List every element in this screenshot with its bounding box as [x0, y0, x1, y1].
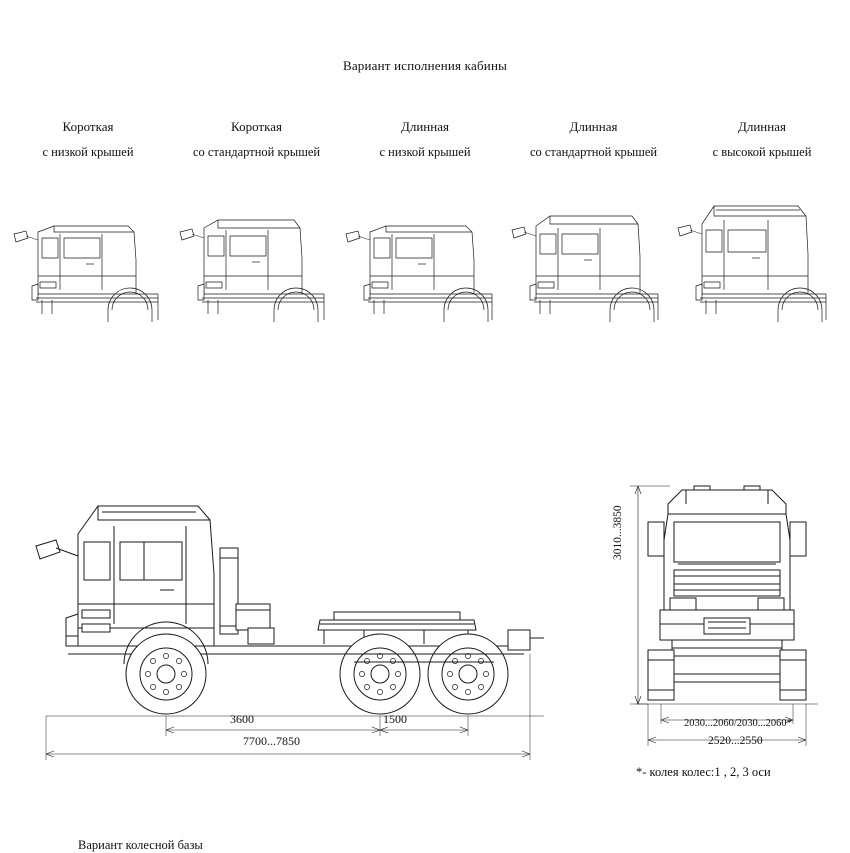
dim-label-wheelbase-total: 7700...7850: [243, 734, 300, 748]
cab-variant-3-type: Длинная: [401, 119, 449, 134]
cab-variant-caption-2: [177, 118, 337, 160]
cab-variant-caption-5: [682, 118, 842, 160]
dim-label-height: 3010...3850: [612, 505, 624, 560]
cab-variant-4-roof: со стандартной крышей: [529, 145, 658, 159]
cab-variant-1-roof: с низкой крышей: [42, 145, 134, 159]
cab-variant-caption-3: [345, 118, 505, 160]
cab-figure-long-high-roof: [672, 198, 838, 358]
cab-variant-4-type: Длинная: [569, 119, 618, 134]
cab-variant-1-type: Короткая: [62, 119, 114, 134]
cab-variant-captions: [8, 118, 842, 160]
dim-label-width: 2520...2550: [708, 735, 763, 747]
cab-figure-long-low-roof: [340, 198, 506, 358]
cab-variant-2-roof: со стандартной крышей: [192, 145, 321, 159]
dim-label-axle-1-2: 3600: [230, 712, 254, 726]
bottom-caption: Вариант колесной базы: [78, 838, 203, 852]
cab-figure-long-standard-roof: [506, 198, 672, 358]
page-title: Вариант исполнения кабины: [342, 58, 508, 73]
cab-figure-short-standard-roof: [174, 198, 340, 358]
cab-variant-figures: [8, 198, 842, 358]
footnote-wheel-track: *- колея колес:1 , 2, 3 оси: [636, 765, 771, 779]
side-view-drawing: [24, 478, 564, 768]
dim-label-axle-2-3: 1500: [383, 712, 407, 726]
cab-variant-caption-4: [514, 118, 674, 160]
cab-figure-short-low-roof: [8, 198, 174, 358]
cab-variant-2-type: Короткая: [231, 119, 282, 134]
cab-variant-caption-1: [8, 118, 168, 160]
cab-variant-5-type: Длинная: [738, 119, 786, 134]
cab-variant-5-roof: с высокой крышей: [712, 145, 812, 159]
dim-label-track: 2030...2060/2030...2060*: [684, 718, 792, 729]
cab-variant-3-roof: с низкой крышей: [379, 145, 471, 159]
